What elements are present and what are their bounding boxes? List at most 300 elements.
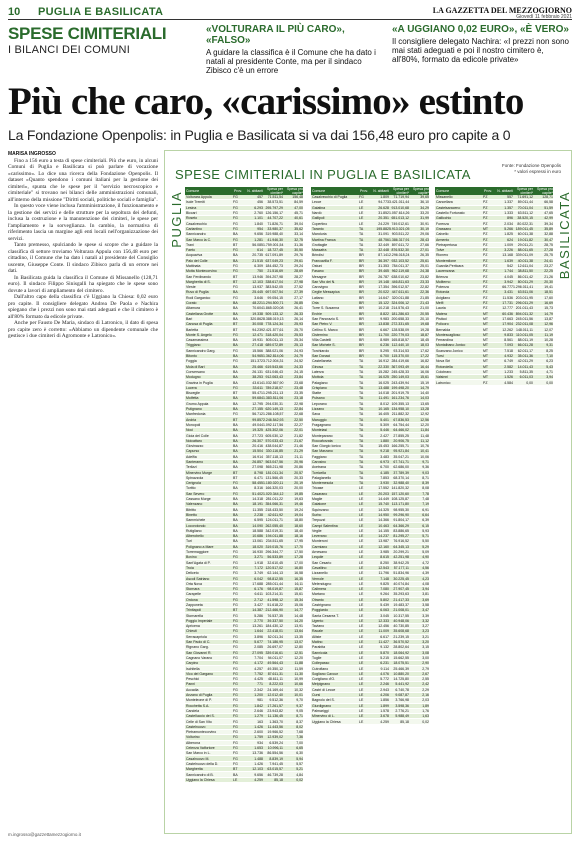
table-cell: 10.686	[252, 534, 263, 539]
table-cell: FG	[233, 645, 238, 650]
table-cell: 8,25	[546, 348, 553, 353]
table-cell: 3,81	[422, 592, 429, 597]
table-cell: PZ	[483, 264, 488, 268]
table-cell: 3,69	[422, 597, 429, 602]
table-cell: Rionero	[436, 253, 449, 258]
table-cell: 9.512,36	[269, 698, 283, 703]
table-cell: 56.085	[252, 242, 263, 247]
table-cell: 14,79	[420, 385, 429, 390]
table-cell: 43.614	[252, 380, 263, 385]
table-cell: 9.087,87	[395, 693, 409, 698]
table-cell: 570.033,43	[265, 438, 283, 443]
table-cell: Ostuni	[312, 264, 323, 268]
table-cell: 6.595	[254, 518, 263, 523]
table-cell: 12,56	[420, 417, 429, 422]
table-cell: BA	[233, 354, 238, 359]
table-cell: Grumo Appula	[186, 401, 209, 406]
table-cell: 2.246	[380, 682, 389, 687]
table-cell: 40.011,38	[517, 258, 533, 263]
table-cell: 9.656	[254, 772, 263, 777]
table-cell: Rignano Garg.	[186, 645, 209, 650]
table-cell: 3.598,36	[395, 703, 409, 708]
table-cell: 1.383.511,06	[263, 396, 284, 401]
table-cell: 5.446	[380, 428, 389, 433]
table-cell: 284.419,66	[391, 359, 409, 364]
table-cell: 8,08	[422, 486, 429, 491]
table-cell: Volturino	[186, 735, 200, 740]
table-cell: 243.439,94	[391, 380, 409, 385]
table-cell: BR	[359, 322, 364, 327]
table-cell: PZ	[483, 253, 488, 258]
table-cell: LE	[359, 534, 364, 539]
table-cell: 30,91	[420, 221, 429, 226]
article-paragraph: Tanto premesso, spulciando le spese si scopre che a guidare la classifica di settore troviamo Volturara Appula con 156,48 euro per cittadino, il Comune che ha dato i natali al presidente del Consiglio uscente, Giuseppe Conte. Il sindaco Zibisco parla di un errore nei dati.	[8, 242, 158, 275]
table-cell: Ginosa	[312, 364, 324, 369]
table-cell: 8.316	[254, 486, 263, 491]
table-cell: 23,35	[294, 391, 303, 396]
table-cell: 749.012,61	[391, 221, 409, 226]
table-cell: 63.511,06	[517, 290, 533, 295]
table-cell: 24,33	[294, 364, 303, 369]
table-cell: 25,93	[294, 322, 303, 327]
table-cell: 26.131	[252, 369, 263, 374]
table-cell: MT	[483, 375, 489, 380]
table-cell: 10,06	[420, 454, 429, 459]
table-cell: BR	[359, 285, 364, 290]
table-cell: 4,71	[546, 369, 553, 374]
table-cell: Casarano	[312, 491, 328, 496]
table-cell: Nardò	[312, 211, 322, 216]
table-cell: 509.133,12	[265, 311, 283, 316]
table-cell: MT	[483, 311, 489, 316]
table-cell: LE	[359, 703, 364, 708]
table-cell: 12,07	[544, 327, 553, 332]
table-cell: LE	[359, 587, 364, 592]
table-cell: BT	[233, 274, 238, 279]
table-cell: Colobraro	[436, 369, 452, 374]
table-cell: Matera	[436, 311, 447, 316]
table-cell: 24.229	[378, 221, 389, 226]
table-cell: 20.351	[378, 216, 389, 221]
table-cell: 2,55	[422, 677, 429, 682]
table-cell: 20,19	[294, 481, 303, 486]
table-cell: BA	[233, 486, 238, 491]
table-cell: 40,61	[294, 216, 303, 221]
table-cell: Galatone	[312, 502, 327, 507]
byline: MARISA INGROSSO	[8, 151, 56, 157]
table-cell: 1.840	[254, 221, 263, 226]
table-cell: Sannicandro	[186, 232, 206, 237]
table-cell: Rodi Garganico	[186, 295, 211, 300]
table-cell: Veglie	[312, 528, 322, 533]
table-cell: MT	[483, 348, 489, 353]
table-cell: 7,36	[296, 735, 303, 740]
table-cell: 36.570,52	[393, 640, 409, 645]
table-cell: Palagianello	[312, 475, 332, 480]
table-cell: Monteleone di P.	[186, 698, 212, 703]
table-cell: 3.646	[254, 295, 263, 300]
table-cell: 54.965	[252, 354, 263, 359]
author-email: m.ingrosso@gazzettamezzogiorno.it	[8, 832, 81, 837]
table-cell: 557	[507, 195, 513, 200]
table-cell: 388.021,06	[265, 348, 283, 353]
table-cell: 71.719,94	[393, 195, 409, 200]
table-cell: TA	[359, 226, 364, 231]
table-cell: 33,20	[420, 211, 429, 216]
table-cell: 38.811,50	[517, 269, 533, 274]
table-cell: 23,68	[294, 380, 303, 385]
table-cell: FG	[233, 677, 238, 682]
table-cell: 2.712	[254, 597, 263, 602]
table-cell: Statte	[312, 391, 322, 396]
table-cell: MT	[483, 354, 489, 359]
table-cell: 128,71	[542, 195, 553, 200]
table-cell: 42.251,98	[393, 555, 409, 560]
table-cell: Missanello	[436, 195, 453, 200]
table-cell: LE	[359, 512, 364, 517]
table-cell: 23,18	[294, 396, 303, 401]
table-cell: 6.011,03	[519, 375, 533, 380]
table-cell: 19.966,52	[267, 730, 283, 735]
table-cell: 13,87	[544, 316, 553, 321]
table-cell: 22,36	[420, 290, 429, 295]
table-cell: 19,41	[544, 285, 553, 290]
table-cell: 2.770	[254, 618, 263, 623]
table-cell: 19,85	[294, 491, 303, 496]
section-label: PUGLIA E BASILICATA	[38, 6, 164, 18]
table-cell: 954	[257, 226, 263, 231]
table-cell: Guardia Perticara	[436, 264, 464, 268]
table-cell: 262.055,40	[265, 523, 283, 528]
table-cell: FG	[233, 693, 238, 698]
table-cell: Leverano	[312, 534, 327, 539]
table-cell: Deliceto	[186, 571, 199, 576]
table-cell: 17,62	[420, 348, 429, 353]
table-cell: 8,02	[296, 724, 303, 729]
table-cell: 39.465	[378, 269, 389, 274]
table-cell: 3,00	[422, 655, 429, 660]
table-cell: LE	[359, 216, 364, 221]
table-cell: 3.431	[504, 290, 513, 295]
table-cell: San Paolo di C.	[186, 640, 211, 645]
table-cell: LE	[359, 560, 364, 565]
table-cell: 2.776,21	[395, 708, 409, 713]
table-cell: 10.218	[378, 306, 389, 311]
table-cell: Fasano	[312, 269, 324, 274]
table-cell: Orta Nova	[186, 581, 202, 586]
table-cell: FG	[233, 359, 238, 364]
table-cell: Canosa di Puglia	[186, 322, 213, 327]
table-cell: 21,67	[294, 438, 303, 443]
table-cell: 2,90	[422, 661, 429, 666]
table-cell: 11,88	[294, 661, 303, 666]
header-abitanti: N. abitanti	[247, 189, 263, 193]
table-cell: 22,84	[294, 407, 303, 412]
table-cell: TA	[359, 385, 364, 390]
header-abitanti: N. abitanti	[373, 189, 389, 193]
table-cell: Casalvecchio di Puglia	[312, 195, 348, 200]
table-cell: LE	[359, 666, 364, 671]
table-cell: 14.366	[378, 518, 389, 523]
table-cell: TA	[359, 232, 364, 237]
table-cell: 115.370,00	[391, 354, 409, 359]
table-cell: TA	[359, 401, 364, 406]
table-cell: BA	[233, 502, 238, 507]
table-cell: FG	[233, 592, 238, 597]
table-cell: Tuglie	[312, 655, 322, 660]
table-cell: Torricella	[312, 470, 327, 475]
table-cell: 103.214,31	[265, 592, 283, 597]
table-cell: 3,58	[422, 603, 429, 607]
table-cell: 1.362.814,06	[263, 354, 284, 359]
table-cell: 14,79	[544, 311, 553, 316]
table-cell: Parabita	[312, 645, 326, 650]
header-prov: Prov.	[484, 189, 492, 193]
table-cell: BT	[233, 767, 238, 772]
table-cell: 62.144,13	[267, 571, 283, 576]
table-cell: PZ	[483, 205, 488, 210]
table-cell: 15,73	[544, 306, 553, 311]
table-cell: 18,80	[294, 518, 303, 523]
table-cell: 8.250	[380, 560, 389, 565]
table-cell: LE	[359, 719, 364, 724]
table-cell: 6.617	[380, 634, 389, 639]
table-cell: 21,43	[420, 301, 429, 306]
table-cell: FG	[233, 226, 238, 231]
table-cell: 13,91	[294, 624, 303, 629]
table-cell: Motta Montecorvino	[186, 269, 217, 274]
table-cell: 19.483,37	[393, 603, 409, 607]
table-cell: BR	[359, 274, 364, 279]
quote-box-1	[206, 24, 384, 76]
table-header	[311, 187, 429, 195]
table-cell: 8.561	[504, 338, 513, 343]
table-cell: 21,26	[544, 274, 553, 279]
table-cell: 1.426	[254, 761, 263, 766]
table-cell: Calvello	[436, 232, 449, 237]
table-cell: TA	[359, 422, 364, 427]
table-cell: 9,71	[422, 459, 429, 464]
table-cell: 8.615	[380, 555, 389, 560]
table-cell: 6.293	[254, 205, 263, 210]
table-cell: Bisceglie	[186, 391, 201, 396]
table-cell: 3,47	[422, 608, 429, 613]
table-cell: 10,01	[294, 693, 303, 698]
table-cell: 12.611,04	[517, 264, 533, 268]
table-cell: Fragagnano	[312, 422, 331, 427]
table-cell: Stornara	[186, 587, 200, 592]
table-cell: 13.168	[502, 253, 513, 258]
table-cell: 9.114	[380, 666, 389, 671]
table-cell: TA	[359, 449, 364, 454]
table-cell: FG	[233, 481, 238, 486]
table-cell: TA	[359, 412, 364, 417]
table-cell: Bitonto	[186, 354, 197, 359]
table-cell: 12.103	[252, 767, 263, 772]
table-cell: San Vito dei N.	[312, 279, 336, 284]
masthead: LA GAZZETTA DEL MEZZOGIORNO	[432, 6, 572, 15]
table-cell: 3.896	[254, 634, 263, 639]
table-cell: 18.727,45	[267, 248, 283, 253]
table-cell: 2.760	[254, 211, 263, 216]
table-cell: BA	[233, 364, 238, 369]
table-cell: Castelnuovo	[186, 724, 206, 729]
table-cell: 4,84	[296, 772, 303, 777]
table-cell: 4.076	[380, 671, 389, 676]
table-cell: LE	[359, 629, 364, 634]
table-cell: Celenza Valfortore	[186, 746, 215, 751]
table-cell: 10,28	[544, 338, 553, 343]
table-cell: 18.064,92	[393, 650, 409, 655]
table-cell: 15,61	[294, 592, 303, 597]
table-cell: Grassano	[436, 226, 452, 231]
table-cell: San Giorgio Ionico	[312, 444, 341, 449]
table-cell: PZ	[483, 200, 488, 205]
table-cell: San Severo	[186, 491, 205, 496]
table-cell: Sannicandro di B.	[186, 772, 214, 777]
table-cell: 64.366,29	[393, 523, 409, 528]
table-cell: 35.608,68	[393, 629, 409, 634]
table-cell: Poggiardo	[312, 608, 328, 613]
table-cell: 637.049,23	[265, 258, 283, 263]
table-cell: 151.372	[250, 359, 263, 364]
table-cell: 57.177,11	[393, 565, 409, 570]
table-cell: BA	[233, 232, 238, 237]
table-cell: 4.257	[254, 666, 263, 671]
table-cell: 15,19	[420, 380, 429, 385]
table-cell: 9,70	[296, 698, 303, 703]
table-cell: 38.253	[252, 375, 263, 380]
table-cell: Pietramontecorvino	[186, 730, 217, 735]
table-cell: 3.985	[380, 550, 389, 555]
table-cell: 4,72	[422, 560, 429, 565]
table-cell: 1.092.117,56	[263, 422, 284, 427]
table-cell: 18,87	[420, 332, 429, 337]
table-cell: Mola di Bari	[186, 364, 205, 369]
table-cell: 3.712.004,31	[263, 359, 284, 364]
table-cell: 8.822	[380, 311, 389, 316]
table-cell: 3.483	[380, 454, 389, 459]
table-cell: FG	[233, 385, 238, 390]
table-cell: 17,60	[544, 295, 553, 300]
table-cell: FG	[359, 195, 364, 200]
table-cell: 19.148	[378, 279, 389, 284]
table-cell: TA	[359, 470, 364, 475]
table-cell: 2.421.577,61	[263, 327, 284, 332]
table-cell: 16,44	[420, 364, 429, 369]
table-cell: 12.543	[378, 565, 389, 570]
table-cell: FG	[233, 698, 238, 703]
table-cell: 83.886,65	[393, 528, 409, 533]
table-cell: Bari	[186, 316, 193, 321]
table-cell: Santeramo	[186, 459, 204, 464]
table-cell: FG	[233, 666, 238, 671]
table-cell: 624	[507, 237, 513, 242]
table-cell: 24,79	[294, 354, 303, 359]
table-cell: LE	[359, 200, 364, 205]
table-cell: 19,28	[420, 327, 429, 332]
table-cell: BT	[233, 470, 238, 475]
table-cell: 20.735	[252, 253, 263, 258]
table-cell: 84,59	[294, 200, 303, 205]
table-cell: 5.913.021,05	[389, 226, 410, 231]
table-cell: 113.171,80	[391, 502, 409, 507]
table-cell: LE	[359, 523, 364, 528]
table-cell: BA	[233, 253, 238, 258]
table-cell: 40.074,84	[393, 581, 409, 586]
quote-box-2	[392, 24, 572, 65]
table-cell: 49.350,12	[267, 666, 283, 671]
table-cell: BT	[233, 417, 238, 422]
table-cell: 339.016,61	[265, 650, 283, 655]
table-cell: LE	[359, 650, 364, 655]
table-cell: 14,77	[294, 608, 303, 613]
table-cell: 6,91	[422, 507, 429, 512]
table-cell: Taviano	[312, 624, 325, 629]
table-cell: Taranto	[312, 226, 324, 231]
table-cell: MT	[483, 332, 489, 337]
table-cell: 5.772	[380, 677, 389, 682]
table-cell: 1.337	[504, 200, 513, 205]
table-cell: 2.943	[380, 687, 389, 692]
table-cell: 4,08	[422, 581, 429, 586]
table-cell: FG	[233, 597, 238, 602]
table-cell: BR	[359, 295, 364, 300]
table-cell: 2.246.542,93	[263, 417, 284, 422]
table-cell: 26.857	[252, 459, 263, 464]
table-cell: 18,16	[294, 534, 303, 539]
table-cell: Lizzanello	[312, 571, 328, 576]
table-cell: 141.820,32	[391, 486, 409, 491]
table-cell: 20,57	[294, 470, 303, 475]
issue-date: Giovedì 11 febbraio 2021	[516, 14, 572, 20]
table-cell: 27.098	[252, 465, 263, 470]
table-cell: PZ	[483, 242, 488, 247]
table-cell: 1.357	[504, 205, 513, 210]
table-cell: Montemesola	[312, 481, 334, 486]
table-cell: BT	[233, 608, 238, 613]
table-cell: 26.787	[378, 274, 389, 279]
table-cell: Castelluccio dei S.	[186, 714, 215, 719]
table-cell: Manfredonia	[186, 412, 206, 417]
table-cell: 46.739,28	[267, 772, 283, 777]
table-cell: FG	[233, 624, 238, 629]
table-cell: 18,60	[294, 523, 303, 528]
table-cell: Zapponeta	[186, 603, 203, 607]
table-cell: 17,28	[294, 555, 303, 560]
table-cell: FG	[233, 581, 238, 586]
table-cell: Cerignola	[186, 481, 201, 486]
table-cell: Vico del Gargano	[186, 671, 213, 676]
table-cell: 68.370,14	[393, 475, 409, 480]
table-cell: 16,58	[294, 571, 303, 576]
table-cell: Monte S. Angelo	[186, 332, 212, 337]
table-cell: Sogliano Cavour	[312, 671, 338, 676]
table-cell: Roseto	[186, 216, 198, 221]
table-cell: 5,21	[296, 767, 303, 772]
table-cell: Latronico	[436, 380, 451, 385]
table-cell: 184.430,12	[265, 624, 283, 629]
table-cell: BR	[359, 311, 364, 316]
table-cell: MT	[483, 322, 489, 327]
table-cell: Montemilone	[436, 258, 457, 263]
table-cell: 22,82	[420, 285, 429, 290]
table-cell: 59.684	[252, 396, 263, 401]
table-cell: 16,11	[294, 581, 303, 586]
table-cell: Gravina in Puglia	[186, 380, 213, 385]
table-cell: 784.011,37	[391, 264, 409, 268]
table-cell: 9.218	[380, 449, 389, 454]
